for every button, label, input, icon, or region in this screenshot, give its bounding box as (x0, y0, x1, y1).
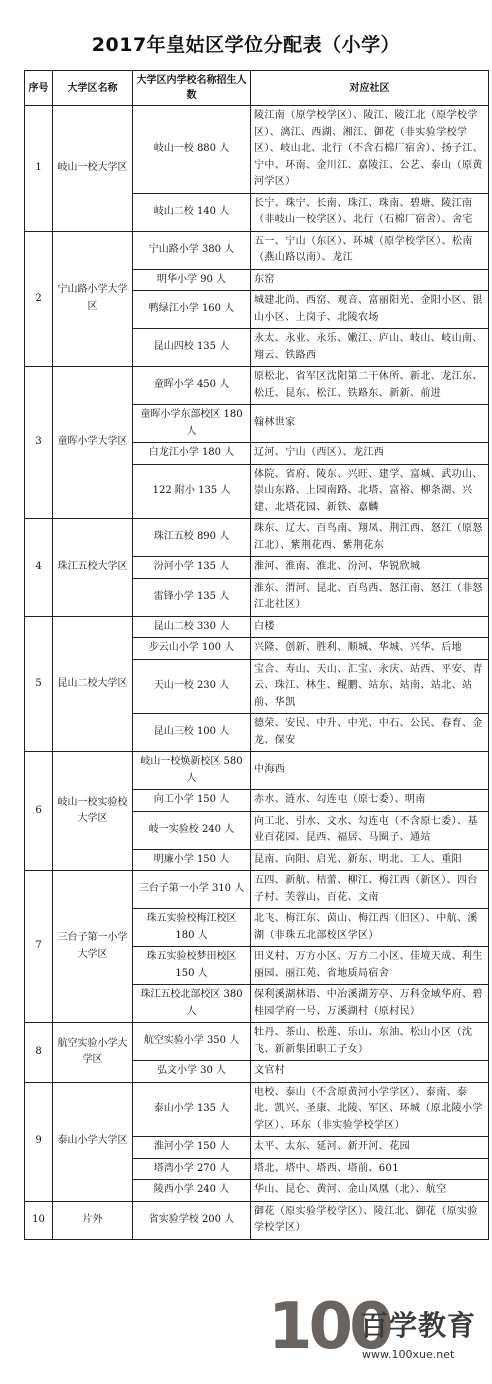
school-name: 步云山小学 100 人 (133, 638, 251, 660)
district-number: 3 (25, 367, 53, 519)
district-name: 泰山小学大学区 (53, 1082, 133, 1201)
community-list: 文官村 (251, 1061, 489, 1083)
header-community: 对应社区 (251, 71, 489, 106)
school-name: 珠江五校北部校区 380 人 (133, 985, 251, 1023)
community-list: 淮东、渭河、昆北、百鸟西、怒江南、怒江（非怒江北社区） (251, 578, 489, 616)
page-title: 2017年皇姑区学位分配表（小学） (91, 34, 401, 56)
school-name: 明华小学 90 人 (133, 269, 251, 291)
community-list: 昆南、向阳、启光、新东、明北、工人、重阳 (251, 849, 489, 871)
school-name: 省实验学校 200 人 (133, 1201, 251, 1239)
allocation-table (24, 70, 489, 1240)
community-list: 牡丹、茶山、松莲、乐山、东油、松山小区（沈飞、新新集团职工子女） (251, 1023, 489, 1061)
community-list: 陵江南（原学校学区）、陵江、陵江北（原学校学区）、漓江、西湖、湘江、御花（非实验学校学区）、岐山北、北行（不含石棉厂宿舍）、扬子江、宁中、环南、金川江、嘉陵江、公艺、泰山（原黄河学区） (251, 106, 489, 194)
district-name: 航空实验小学大学区 (53, 1023, 133, 1083)
community-list: 体院、省府、陵东、兴旺、建学、富城、武功山、崇山东路、上园南路、北塔、富裕、柳条湖、兴建、北塔花园、新铁、嘉麟 (251, 464, 489, 519)
header-no: 序号 (25, 71, 53, 106)
community-list: 永太、永业、永乐、嫩江、庐山、岐山、岐山南、翔云、铁路西 (251, 329, 489, 367)
school-name: 童晖小学东部校区 180 人 (133, 405, 251, 443)
community-list: 中海西 (251, 752, 489, 790)
school-name: 宁山路小学 380 人 (133, 231, 251, 269)
district-name: 三台子第一小学大学区 (53, 871, 133, 1023)
community-list: 五一、宁山（东区）、环城（原学校学区）、松南（燕山路以南）、龙江 (251, 231, 489, 269)
school-name: 岐山二校 140 人 (133, 193, 251, 231)
district-number: 2 (25, 231, 53, 367)
school-name: 明廉小学 150 人 (133, 849, 251, 871)
community-list: 田义村、万方小区、万方二小区、佳境天成、利生丽园、丽江苑、省地质局宿舍 (251, 947, 489, 985)
district-number: 8 (25, 1023, 53, 1083)
school-name: 昆山三校 100 人 (133, 714, 251, 752)
school-name: 航空实验小学 350 人 (133, 1023, 251, 1061)
community-list: 华山、昆仑、黄河、金山凤凰（北）、航空 (251, 1180, 489, 1202)
community-list: 太平、太东、延河、新开河、花园 (251, 1137, 489, 1159)
table-row (25, 752, 489, 790)
community-list: 德荣、安民、中升、中光、中石、公民、春育、金龙、保安 (251, 714, 489, 752)
school-name: 白龙江小学 180 人 (133, 443, 251, 465)
school-name: 天山一校 230 人 (133, 659, 251, 714)
community-list: 原松北、省军区沈阳第二干休所、新北、龙江东、松迁、昆东、松江、铁路东、新新、前进 (251, 367, 489, 405)
district-number: 10 (25, 1201, 53, 1239)
school-name: 泰山小学 135 人 (133, 1082, 251, 1137)
table-row (25, 367, 489, 405)
district-name: 岐山一校大学区 (53, 106, 133, 232)
school-name: 汾河小学 135 人 (133, 557, 251, 579)
community-list: 赤水、涟水、勾连屯（原七委）、明南 (251, 790, 489, 812)
community-list: 城建北尚、西窑、观音、富丽阳光、金阳小区、银山小区、上岗子、北陵农场 (251, 291, 489, 329)
school-name: 珠五实验校梅江校区 180 人 (133, 909, 251, 947)
school-name: 岐一实验校 240 人 (133, 811, 251, 849)
community-list: 向工北、引水、文水、勾连屯（不含原七委）、基业百花园、昆西、福居、马圈子、通站 (251, 811, 489, 849)
community-list: 淮河、淮南、淮北、汾河、华锐欣城 (251, 557, 489, 579)
school-name: 淮河小学 150 人 (133, 1137, 251, 1159)
table-row (25, 1023, 489, 1061)
school-name: 向工小学 150 人 (133, 790, 251, 812)
table-row (25, 616, 489, 638)
community-list: 五四、新航、桔蕾、柳江、梅江西（新区）、四台子村、芙蓉山、百花、文南 (251, 871, 489, 909)
district-number: 6 (25, 752, 53, 871)
district-name: 岐山一校实验校大学区 (53, 752, 133, 871)
community-list: 宝合、寿山、天山、汇宝、永庆、站西、平安、青云、珠江、林生、鲲鹏、站东、站南、站北、站前、华凯 (251, 659, 489, 714)
watermark-brand: 百学教育 (360, 1309, 477, 1342)
community-list: 塔北、塔中、塔西、塔前、601 (251, 1158, 489, 1180)
community-list: 翰林世家 (251, 405, 489, 443)
district-name: 昆山二校大学区 (53, 616, 133, 752)
community-list: 兴隆、创新、胜利、顺城、华城、兴华、后地 (251, 638, 489, 660)
watermark (268, 1290, 478, 1378)
table-row (25, 1201, 489, 1239)
district-number: 9 (25, 1082, 53, 1201)
watermark-number: 100 (268, 1290, 390, 1364)
school-name: 陵西小学 240 人 (133, 1180, 251, 1202)
table-header-row (25, 71, 489, 106)
community-list: 保利溪湖林语、中冶溪湖芳亭、万科金域华府、碧桂园学府一号、万溪湖村（原村民） (251, 985, 489, 1023)
school-name: 塔湾小学 270 人 (133, 1158, 251, 1180)
table-row (25, 1082, 489, 1137)
district-number: 4 (25, 519, 53, 617)
school-name: 昆山二校 330 人 (133, 616, 251, 638)
district-number: 7 (25, 871, 53, 1023)
district-name: 宁山路小学大学区 (53, 231, 133, 367)
table-row (25, 871, 489, 909)
district-name: 珠江五校大学区 (53, 519, 133, 617)
table-row (25, 106, 489, 194)
community-list: 御花（原实验学校学区）、陵江北、御花（原实验学校学区） (251, 1201, 489, 1239)
district-name: 童晖小学大学区 (53, 367, 133, 519)
community-list: 北飞、梅江东、茵山、梅江西（旧区）、中航、溪湖（非珠五北部校区学区） (251, 909, 489, 947)
community-list: 辽河、宁山（西区）、龙江西 (251, 443, 489, 465)
school-name: 珠五实验校梦田校区 150 人 (133, 947, 251, 985)
district-name: 片外 (53, 1201, 133, 1239)
community-list: 东窑 (251, 269, 489, 291)
school-name: 鸭绿江小学 160 人 (133, 291, 251, 329)
header-district: 大学区名称 (53, 71, 133, 106)
school-name: 昆山四校 135 人 (133, 329, 251, 367)
school-name: 三台子第一小学 310 人 (133, 871, 251, 909)
table-body (25, 106, 489, 1240)
watermark-url: www.100xue.net (362, 1348, 455, 1361)
school-name: 岐山一校 880 人 (133, 106, 251, 194)
district-number: 1 (25, 106, 53, 232)
community-list: 白楼 (251, 616, 489, 638)
school-name: 雷锋小学 135 人 (133, 578, 251, 616)
school-name: 弘文小学 30 人 (133, 1061, 251, 1083)
district-number: 5 (25, 616, 53, 752)
community-list: 电校、泰山（不含原黄河小学学区）、泰南、泰北、凯兴、圣康、北陵、军区、环城（原北陵小学学区）、环东（非实验学校学区） (251, 1082, 489, 1137)
header-school: 大学区内学校名称招生人数 (133, 71, 251, 106)
community-list: 长宁、珠宁、长南、珠江、珠南、碧塘、陵江南（非岐山一校学区）、北行（石棉厂宿舍）、舍宅 (251, 193, 489, 231)
table-row (25, 231, 489, 269)
school-name: 童晖小学 450 人 (133, 367, 251, 405)
table-row (25, 519, 489, 557)
school-name: 珠江五校 890 人 (133, 519, 251, 557)
community-list: 珠东、辽大、百鸟南、翔凤、荆江西、怒江（原怒江北）、紫荆花西、紫荆花东 (251, 519, 489, 557)
school-name: 岐山一校焕新校区 580 人 (133, 752, 251, 790)
school-name: 122 附小 135 人 (133, 464, 251, 519)
